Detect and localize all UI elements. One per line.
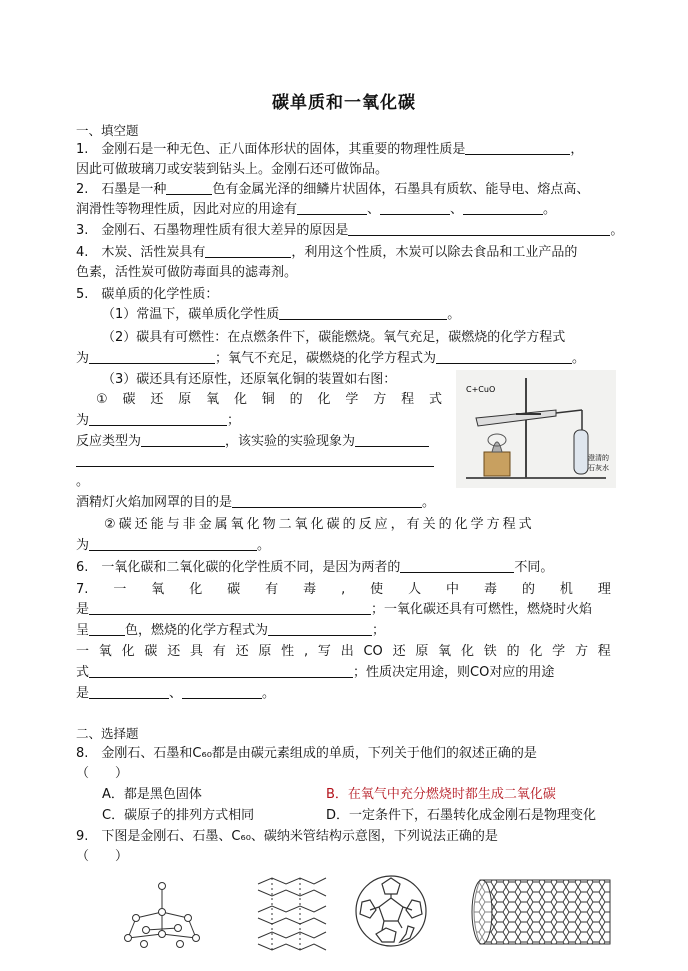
spread-char: 一: [113, 582, 127, 597]
answer-blank[interactable]: [166, 181, 212, 195]
spread-char: ,: [303, 644, 309, 659]
answer-blank[interactable]: [232, 494, 422, 508]
spread-char: 氧: [438, 644, 452, 659]
diamond-structure-image: [116, 872, 208, 952]
spread-char: 理: [597, 582, 611, 597]
spread-char: 原: [415, 644, 429, 659]
q5-heading: 5. 碳单质的化学性质：: [76, 287, 219, 302]
spread-char: 原: [178, 392, 192, 407]
spread-char: 的: [521, 582, 535, 597]
spread-char: 还: [167, 644, 181, 659]
section-fill-in: 一、填空题: [76, 123, 139, 138]
spread-char: 化: [121, 644, 135, 659]
q9-paren: （ ）: [76, 849, 129, 864]
spread-char: 化: [233, 392, 247, 407]
answer-blank[interactable]: [89, 601, 371, 615]
answer-blank[interactable]: [348, 222, 610, 236]
q3-line: 3. 金刚石、石墨物理性质有很大差异的原因是 。: [76, 223, 624, 238]
spread-char: 学: [345, 392, 359, 407]
answer-blank[interactable]: [297, 201, 367, 215]
q2-line1: 2. 石墨是一种 色有金属光泽的细鳞片状固体，石墨具有质软、能导电、熔点高、: [76, 182, 590, 197]
q5-3-heading: （3）碳还具有还原性，还原氧化铜的装置如右图：: [102, 372, 397, 387]
q1-line2: 因此可做玻璃刀或安装到钻头上。金刚石还可做饰品。: [76, 162, 389, 177]
q5-3-reaction-type: 反应类型为 ，该实验的实验现象为: [76, 433, 429, 451]
spread-char: 化: [317, 392, 331, 407]
q1-line1: 1. 金刚石是一种无色、正八面体形状的固体，其重要的物理性质是 ，: [76, 142, 584, 157]
answer-blank[interactable]: [400, 559, 514, 573]
c60-structure-image: [352, 872, 430, 950]
spread-char: 氧: [206, 392, 220, 407]
spread-char: 还: [150, 392, 164, 407]
q8-option-d[interactable]: D．一定条件下，石墨转化成金刚石是物理变化: [326, 808, 597, 823]
spread-char: 方: [574, 644, 588, 659]
q7-line4: [76, 643, 611, 661]
spread-char: 出: [340, 644, 354, 659]
spread-char: 性: [281, 644, 295, 659]
q5-3-co2-line: 为 。: [76, 538, 271, 553]
spread-char: 碳: [144, 644, 158, 659]
q5-3-lamp-purpose: 酒精灯火焰加网罩的目的是 。: [76, 495, 436, 510]
answer-blank[interactable]: [205, 244, 291, 258]
q5-3-period: 。: [76, 474, 90, 489]
answer-blank[interactable]: [89, 350, 215, 364]
spread-char: 的: [506, 644, 520, 659]
page-title: 碳单质和一氧化碳: [272, 93, 416, 113]
spread-char: 方: [373, 392, 387, 407]
spread-char: 还: [392, 644, 406, 659]
reduction-apparatus-figure: [456, 370, 616, 488]
spread-char: 一: [76, 644, 90, 659]
q4-line2: 色素，活性炭可做防毒面具的滤毒剂。: [76, 265, 298, 280]
spread-char: 学: [552, 644, 566, 659]
spread-char: 使: [370, 582, 384, 597]
answer-blank[interactable]: [89, 685, 169, 699]
tube-label: C+CuO: [466, 385, 496, 394]
answer-blank[interactable]: [141, 433, 225, 447]
answer-blank[interactable]: [89, 412, 227, 426]
spread-char: 化: [460, 644, 474, 659]
q6-line: 6. 一氧化碳和二氧化碳的化学性质不同，是因为两者的 不同。: [76, 560, 554, 575]
q2-line2: 润滑性等物理性质，因此对应的用途有 、 、 。: [76, 202, 557, 217]
spread-char: 氧: [98, 644, 112, 659]
q8-stem: 8. 金刚石、石墨和C₆₀都是由碳元素组成的单质，下列关于他们的叙述正确的是: [76, 746, 537, 761]
spread-char: 毒: [484, 582, 498, 597]
answer-blank[interactable]: [355, 433, 429, 447]
q7-line5: 式 ；性质决定用途，则CO对应的用途: [76, 665, 555, 680]
answer-blank[interactable]: [89, 622, 125, 636]
q5-3-phenomenon-line: [76, 453, 434, 471]
lime-water-label-2: 石灰水: [588, 464, 609, 472]
q5-2-line1: （2）碳具有可燃性：在点燃条件下，碳能燃烧。氧气充足，碳燃烧的化学方程式: [102, 330, 566, 345]
answer-blank[interactable]: [463, 201, 543, 215]
q7-line3: 呈 色，燃烧的化学方程式为 ；: [76, 623, 386, 638]
spread-char: 人: [408, 582, 422, 597]
spread-char: 式: [428, 392, 442, 407]
q7-line2: 是 ；一氧化碳还具有可燃性，燃烧时火焰: [76, 602, 593, 617]
q4-line1: 4. 木炭、活性炭具有 ，利用这个性质，木炭可以除去食品和工业产品的: [76, 245, 578, 260]
spread-char: 化: [189, 582, 203, 597]
spread-char: 机: [559, 582, 573, 597]
q9-stem: 9. 下图是金刚石、石墨、C₆₀、碳纳米管结构示意图，下列说法正确的是: [76, 829, 498, 844]
spread-char: CO: [363, 644, 383, 659]
spread-char: 化: [529, 644, 543, 659]
spread-char: ,: [341, 582, 346, 597]
q8-option-b[interactable]: B．在氧气中充分燃烧时都生成二氧化碳: [326, 787, 556, 802]
spread-char: 还: [235, 644, 249, 659]
spread-char: 程: [401, 392, 415, 407]
q5-3-equation-line: 为 ；: [76, 413, 241, 428]
answer-blank[interactable]: [182, 685, 262, 699]
spread-char: 氧: [151, 582, 165, 597]
spread-char: 铁: [483, 644, 497, 659]
lime-water-label-1: 澄清的: [588, 454, 609, 462]
spread-char: 程: [597, 644, 611, 659]
spread-char: 中: [446, 582, 460, 597]
spread-char: 毒: [303, 582, 317, 597]
spread-char: 原: [258, 644, 272, 659]
q5-2-line2: 为 ；氧气不充足，碳燃烧的化学方程式为 。: [76, 351, 586, 366]
q5-1: （1）常温下，碳单质化学性质 。: [102, 307, 461, 322]
answer-blank[interactable]: [268, 622, 372, 636]
spread-char: 有: [212, 644, 226, 659]
answer-blank[interactable]: [279, 306, 447, 320]
q8-paren: （ ）: [76, 766, 129, 781]
q5-3-equation-prompt: [96, 391, 442, 409]
answer-blank[interactable]: [89, 664, 353, 678]
graphite-structure-image: [252, 872, 332, 952]
spread-char: 具: [189, 644, 203, 659]
spread-char: ①: [96, 392, 108, 407]
spread-char: 7.: [76, 582, 89, 597]
answer-blank[interactable]: [76, 453, 434, 467]
spread-char: 有: [265, 582, 279, 597]
carbon-nanotube-image: [470, 872, 620, 952]
answer-blank[interactable]: [380, 201, 450, 215]
q8-option-c[interactable]: C．碳原子的排列方式相同: [102, 808, 255, 823]
q5-3-co2-prompt: ②碳还能与非金属氧化物二氧化碳的反应，有关的化学方程式: [104, 517, 535, 532]
section-multiple-choice: 二、选择题: [76, 726, 139, 741]
spread-char: 碳: [227, 582, 241, 597]
spread-char: 铜: [261, 392, 275, 407]
spread-char: 写: [317, 644, 331, 659]
q7-line1: [76, 581, 611, 599]
answer-blank[interactable]: [465, 141, 570, 155]
q7-line6: 是 、 。: [76, 686, 276, 701]
spread-char: 碳: [122, 392, 136, 407]
q8-option-a[interactable]: A．都是黑色固体: [102, 787, 202, 802]
answer-blank[interactable]: [436, 350, 572, 364]
answer-blank[interactable]: [89, 537, 257, 551]
spread-char: 的: [289, 392, 303, 407]
